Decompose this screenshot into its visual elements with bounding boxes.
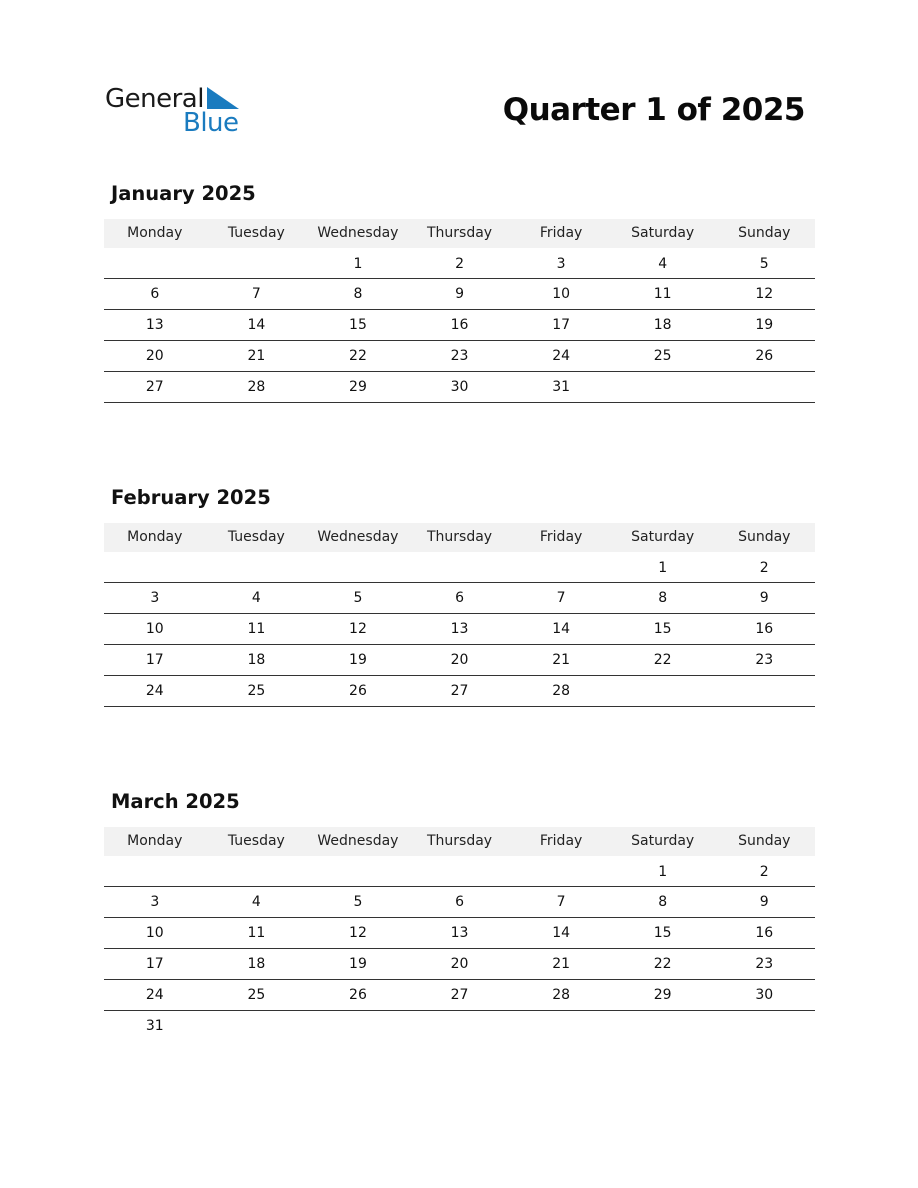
day-cell: 14 [552,621,571,637]
day-cell: 10 [145,925,164,941]
day-cell: 21 [552,652,571,668]
week-row [104,887,815,918]
day-cell: 9 [759,894,769,910]
week-row [104,552,815,583]
week-row [104,279,815,310]
weekday-label: Saturday [631,225,695,241]
week-row [104,676,815,707]
day-cell: 8 [658,894,668,910]
day-cell: 22 [653,652,672,668]
weekday-label: Friday [539,833,583,849]
day-cell: 19 [755,317,774,333]
day-cell [307,856,409,886]
day-cell [510,856,612,886]
weekday-label: Saturday [631,529,695,545]
logo-text-general: General [105,84,204,114]
brand-logo [105,84,245,138]
weekday-label: Friday [539,529,583,545]
day-cell: 6 [455,894,464,910]
day-cell: 16 [755,621,774,637]
weekday-label: Sunday [738,529,791,545]
day-cell: 1 [353,256,363,272]
day-cell: 5 [759,256,769,272]
day-cell [104,552,206,582]
month-title: March 2025 [111,790,240,813]
weekday-label: Monday [127,833,183,849]
day-cell: 21 [247,348,266,364]
day-cell: 3 [556,256,566,272]
day-cell: 25 [247,987,266,1003]
day-cell: 4 [658,256,668,272]
day-cell [307,1011,409,1041]
day-cell [206,552,308,582]
day-cell: 18 [653,317,672,333]
day-cell: 4 [251,590,261,606]
day-cell [206,248,308,278]
day-cell: 14 [247,317,266,333]
day-cell: 27 [145,379,164,395]
weekday-label: Wednesday [317,225,399,241]
week-row [104,1011,815,1041]
day-cell [612,372,714,402]
day-cell: 13 [145,317,164,333]
month-calendar [104,180,815,403]
month-calendar [104,484,815,707]
weekday-label: Sunday [738,833,791,849]
day-cell: 29 [349,379,367,395]
day-cell: 15 [653,925,672,941]
day-cell: 23 [755,652,774,668]
week-row [104,583,815,614]
weekday-label: Monday [127,529,183,545]
day-cell [713,1011,815,1041]
day-cell [409,856,511,886]
day-cell: 6 [150,286,160,302]
day-cell [612,676,714,706]
day-cell: 16 [755,925,774,941]
day-cell [409,552,511,582]
day-cell [713,676,815,706]
weekday-label: Sunday [738,225,791,241]
day-cell: 29 [653,987,672,1003]
weekday-label: Saturday [631,833,695,849]
day-cell: 28 [247,379,266,395]
day-cell: 24 [552,348,571,364]
day-cell: 28 [552,683,571,699]
month-calendar [104,788,815,1041]
weekday-header-row [104,827,815,856]
day-cell: 18 [247,956,266,972]
weekday-header-row [104,523,815,552]
day-cell: 19 [349,956,367,972]
day-cell: 12 [349,925,367,941]
day-cell: 4 [251,894,261,910]
day-cell: 8 [658,590,668,606]
day-cell [206,1011,308,1041]
week-row [104,856,815,887]
page-title: Quarter 1 of 2025 [502,92,805,128]
day-cell: 14 [552,925,571,941]
day-cell [713,372,815,402]
day-cell: 26 [349,683,367,699]
day-cell: 17 [145,956,164,972]
day-cell: 15 [349,317,367,333]
week-row [104,645,815,676]
logo-text-blue: Blue [183,108,239,138]
day-cell: 5 [353,590,363,606]
day-cell: 25 [247,683,266,699]
month-title: January 2025 [111,182,256,205]
day-cell: 16 [450,317,469,333]
week-row [104,614,815,645]
day-cell: 26 [349,987,367,1003]
day-cell: 9 [455,286,464,302]
day-cell: 11 [247,621,266,637]
day-cell: 12 [349,621,367,637]
day-cell: 20 [450,956,469,972]
day-cell: 3 [150,590,160,606]
week-row [104,372,815,403]
weekday-label: Wednesday [317,529,399,545]
weekday-label: Tuesday [227,529,285,545]
week-row [104,949,815,980]
day-cell: 13 [450,925,469,941]
day-cell: 22 [349,348,367,364]
week-row [104,980,815,1011]
weekday-label: Thursday [426,833,493,849]
day-cell: 30 [450,379,469,395]
day-cell: 7 [556,894,566,910]
day-cell: 2 [455,256,464,272]
day-cell: 7 [251,286,261,302]
day-cell: 11 [653,286,672,302]
weekday-label: Monday [127,225,183,241]
weekday-label: Wednesday [317,833,399,849]
day-cell [612,1011,714,1041]
day-cell [104,856,206,886]
day-cell: 19 [349,652,367,668]
day-cell: 21 [552,956,571,972]
day-cell: 1 [658,864,668,880]
month-title: February 2025 [111,486,271,509]
day-cell [510,1011,612,1041]
day-cell: 7 [556,590,566,606]
day-cell: 24 [145,987,164,1003]
day-cell: 17 [145,652,164,668]
day-cell: 12 [755,286,774,302]
day-cell: 2 [759,864,769,880]
day-cell: 31 [145,1018,164,1034]
day-cell: 10 [552,286,571,302]
day-cell [206,856,308,886]
weekday-header-row [104,219,815,248]
day-cell: 6 [455,590,464,606]
weekday-label: Friday [539,225,583,241]
day-cell: 11 [247,925,266,941]
day-cell: 5 [353,894,363,910]
day-cell: 28 [552,987,571,1003]
day-cell: 24 [145,683,164,699]
day-cell: 17 [552,317,571,333]
day-cell [104,248,206,278]
day-cell: 23 [450,348,469,364]
week-row [104,918,815,949]
day-cell: 27 [450,683,469,699]
day-cell: 13 [450,621,469,637]
day-cell [510,552,612,582]
week-row [104,310,815,341]
day-cell [409,1011,511,1041]
week-row [104,248,815,279]
day-cell: 26 [755,348,774,364]
day-cell: 9 [759,590,769,606]
day-cell: 27 [450,987,469,1003]
day-cell: 30 [755,987,774,1003]
day-cell: 8 [353,286,363,302]
week-row [104,341,815,372]
day-cell: 25 [653,348,672,364]
weekday-label: Thursday [426,529,493,545]
weekday-label: Tuesday [227,225,285,241]
day-cell: 31 [552,379,571,395]
day-cell: 23 [755,956,774,972]
day-cell: 10 [145,621,164,637]
day-cell [307,552,409,582]
day-cell: 1 [658,560,668,576]
day-cell: 22 [653,956,672,972]
day-cell: 20 [450,652,469,668]
day-cell: 3 [150,894,160,910]
day-cell: 18 [247,652,266,668]
day-cell: 20 [145,348,164,364]
day-cell: 15 [653,621,672,637]
weekday-label: Tuesday [227,833,285,849]
day-cell: 2 [759,560,769,576]
weekday-label: Thursday [426,225,493,241]
